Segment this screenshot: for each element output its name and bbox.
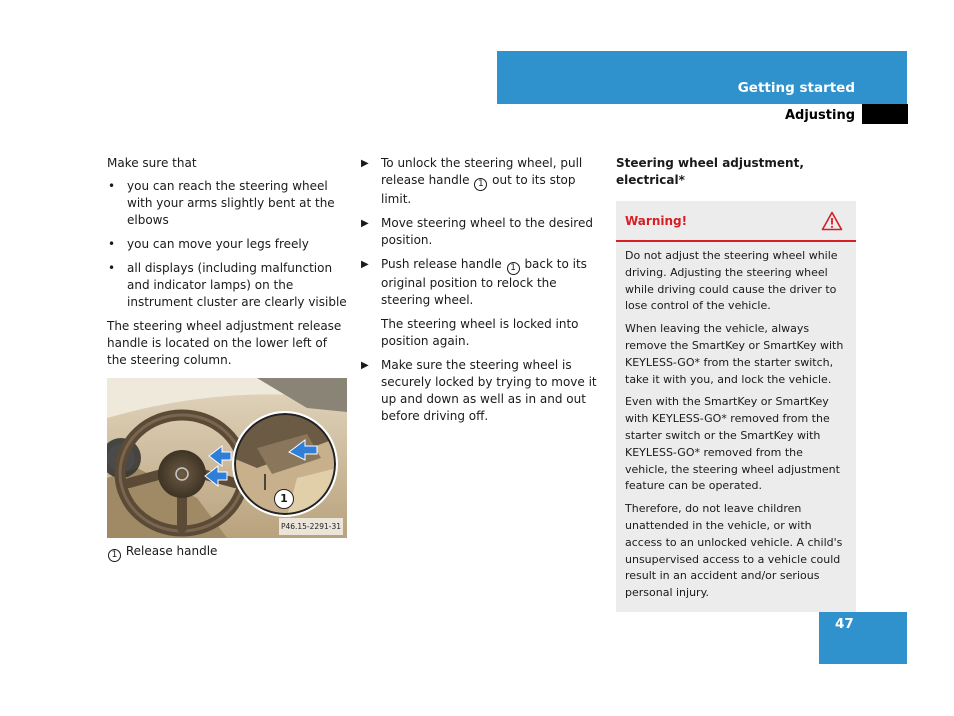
page-number: 47 (835, 616, 854, 632)
step-item (361, 215, 601, 249)
warning-paragraph: Even with the SmartKey or SmartKey with KEYLESS-GO* removed from the starter switch or the SmartKey with KEYLESS-GO* removed from the vehicle, the steering wheel adjustment feature can be operated. (625, 395, 840, 493)
release-handle-location-text: The steering wheel adjustment release handle is located on the lower left of the steering column. (107, 319, 342, 367)
step-item (361, 357, 601, 425)
page-number-box (819, 612, 907, 664)
step-text: back to its original position to relock the steering wheel. (381, 257, 587, 307)
bullet-item: • you can reach the steering wheel with your arms slightly bent at the elbows (107, 178, 347, 229)
section-title: Getting started (737, 80, 855, 96)
step-text: Move steering wheel to the desired position. (381, 216, 593, 247)
step-text: Make sure the steering wheel is securely locked by trying to move it up and down as well as in and out before driving off. (381, 358, 597, 423)
steering-wheel-illustration (107, 378, 347, 538)
intro-text: Make sure that (107, 156, 197, 170)
callout-number: 1 (507, 262, 520, 275)
triangle-right-icon: ▶ (361, 259, 369, 270)
triangle-right-icon: ▶ (361, 360, 369, 371)
warning-triangle-icon (821, 211, 843, 231)
caption-text: Release handle (125, 544, 218, 558)
warning-paragraph: Do not adjust the steering wheel while driving. Adjusting the steering wheel while driving could cause the driver to lose control of the vehicle. (625, 249, 838, 313)
warning-title: Warning! (625, 214, 688, 228)
step-result: The steering wheel is locked into position again. (381, 317, 579, 348)
section-tab-marker (862, 104, 908, 124)
column-right (616, 155, 856, 612)
callout-number: 1 (108, 549, 121, 562)
step-text: To unlock the steering wheel, pull release handle (381, 156, 583, 187)
warning-body (616, 242, 856, 612)
step-text: Push release handle (381, 257, 502, 271)
warning-paragraph: When leaving the vehicle, always remove the SmartKey or SmartKey with KEYLESS-GO* from the starter switch, take it with you, and lock the vehicle. (625, 322, 844, 386)
column-middle (361, 155, 601, 432)
column-left (107, 155, 347, 562)
callout-1-marker: 1 (274, 489, 294, 509)
steering-wheel-photo (107, 378, 347, 538)
bullet-item: • all displays (including malfunction and indicator lamps) on the instrument cluster are clearly visible (107, 260, 347, 311)
figure-caption (107, 543, 347, 562)
callout-number: 1 (474, 178, 487, 191)
triangle-right-icon: ▶ (361, 158, 369, 169)
warning-header (616, 201, 856, 242)
bullet-item: • you can move your legs freely (107, 236, 347, 253)
warning-paragraph: Therefore, do not leave children unattended in the vehicle, or with access to an unlocked vehicle. A child's unsupervised access to a vehicle could result in an accident and/or serious personal injury. (625, 502, 843, 600)
triangle-right-icon: ▶ (361, 218, 369, 229)
electrical-adjustment-heading: Steering wheel adjustment, electrical* (616, 156, 804, 187)
step-item (361, 155, 601, 208)
step-text: out to its stop limit. (381, 173, 576, 206)
header-band (497, 51, 907, 104)
subsection-title: Adjusting (784, 108, 855, 123)
step-item (361, 256, 601, 309)
warning-box (616, 201, 856, 612)
figure-code: P46.15-2291-31 (279, 518, 343, 535)
